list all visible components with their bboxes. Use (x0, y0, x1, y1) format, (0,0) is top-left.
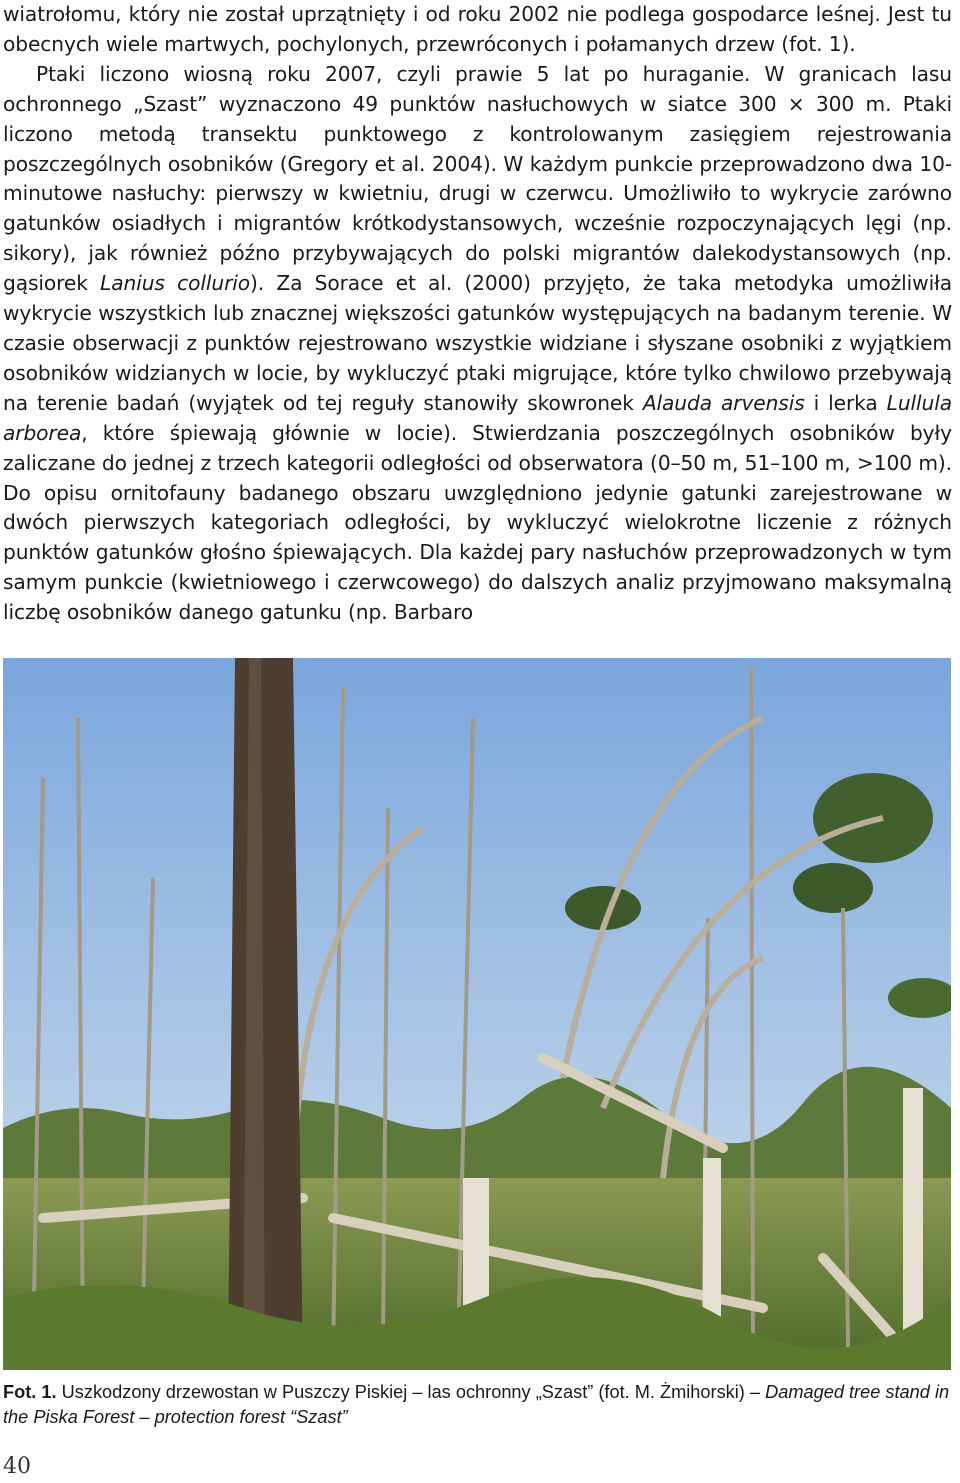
page-number: 40 (3, 1454, 31, 1479)
article-body (3, 0, 952, 628)
figure-label: Fot. 1. (3, 1382, 57, 1402)
forest-photo (3, 658, 951, 1370)
species-name: Lanius collurio (100, 271, 251, 296)
paragraph-2: Ptaki liczono wiosną roku 2007, czyli prawie 5 lat po huraganie. W granicach lasu ochronnego „Szast” wyznaczono 49 punktów nasłuchowych w siatce 300 × 300 m. Ptaki liczono metodą transektu punktowego z kontrolowanym zasięgiem rejestrowania poszczególnych osobników (Gregory et al. 2004). W każdym punkcie przeprowadzono dwa 10-minutowe nasłuchy: pierwszy w kwietniu, drugi w czerwcu. Umożliwiło to wykrycie zarówno gatunków osiadłych i migrantów krótkodystansowych, wcześnie rozpoczynających lęgi (np. sikory), jak również późno przybywających do polski migrantów dalekodystansowych (np. gąsiorek Lanius collurio). Za Sorace et al. (2000) przyjęto, że taka metodyka umożliwiła wykrycie wszystkich lub znacznej większości gatunków występujących na badanym terenie. W czasie obserwacji z punktów rejestrowano wszystkie widziane i słyszane osobniki z wyjątkiem osobników widzianych w locie, by wykluczyć ptaki migrujące, które tylko chwilowo przebywają na terenie badań (wyjątek od tej reguły stanowiły skowronek Alauda arvensis i lerka Lullula arborea, które śpiewają głównie w locie). Stwierdzania poszczególnych osobników były zaliczane do jednej z trzech kategorii odległości od obserwatora (0–50 m, 51–100 m, >100 m). Do opisu ornitofauny badanego obszaru uwzględniono jedynie gatunki zarejestrowane w dwóch pierwszych kategoriach odległości, by wykluczyć wielokrotne liczenie z różnych punktów gatunków głośno śpiewających. Dla każdej pary nasłuchów przeprowadzonych w tym samym punkcie (kwietniowego i czerwcowego) do dalszych analiz przyjmowano maksymalną liczbę osobników danego gatunku (np. Barbaro (3, 61, 953, 625)
caption-polish: Uszkodzony drzewostan w Puszczy Piskiej – las ochronny „Szast” (fot. M. Żmihorski) – (56, 1382, 766, 1402)
species-name: Alauda arvensis (642, 390, 805, 415)
figure-caption (3, 1380, 953, 1430)
caption-english: Damaged tree stand in the Piska Forest – protection forest “Szast” (3, 1382, 950, 1427)
species-name: Lullula arborea (3, 390, 953, 445)
paragraph-1: wiatrołomu, który nie został uprzątnięty i od roku 2002 nie podlega gospodarce leśnej. Jest tu obecnych wiele martwych, pochylonych, przewróconych i połamanych drzew (fot. 1). (3, 2, 952, 56)
